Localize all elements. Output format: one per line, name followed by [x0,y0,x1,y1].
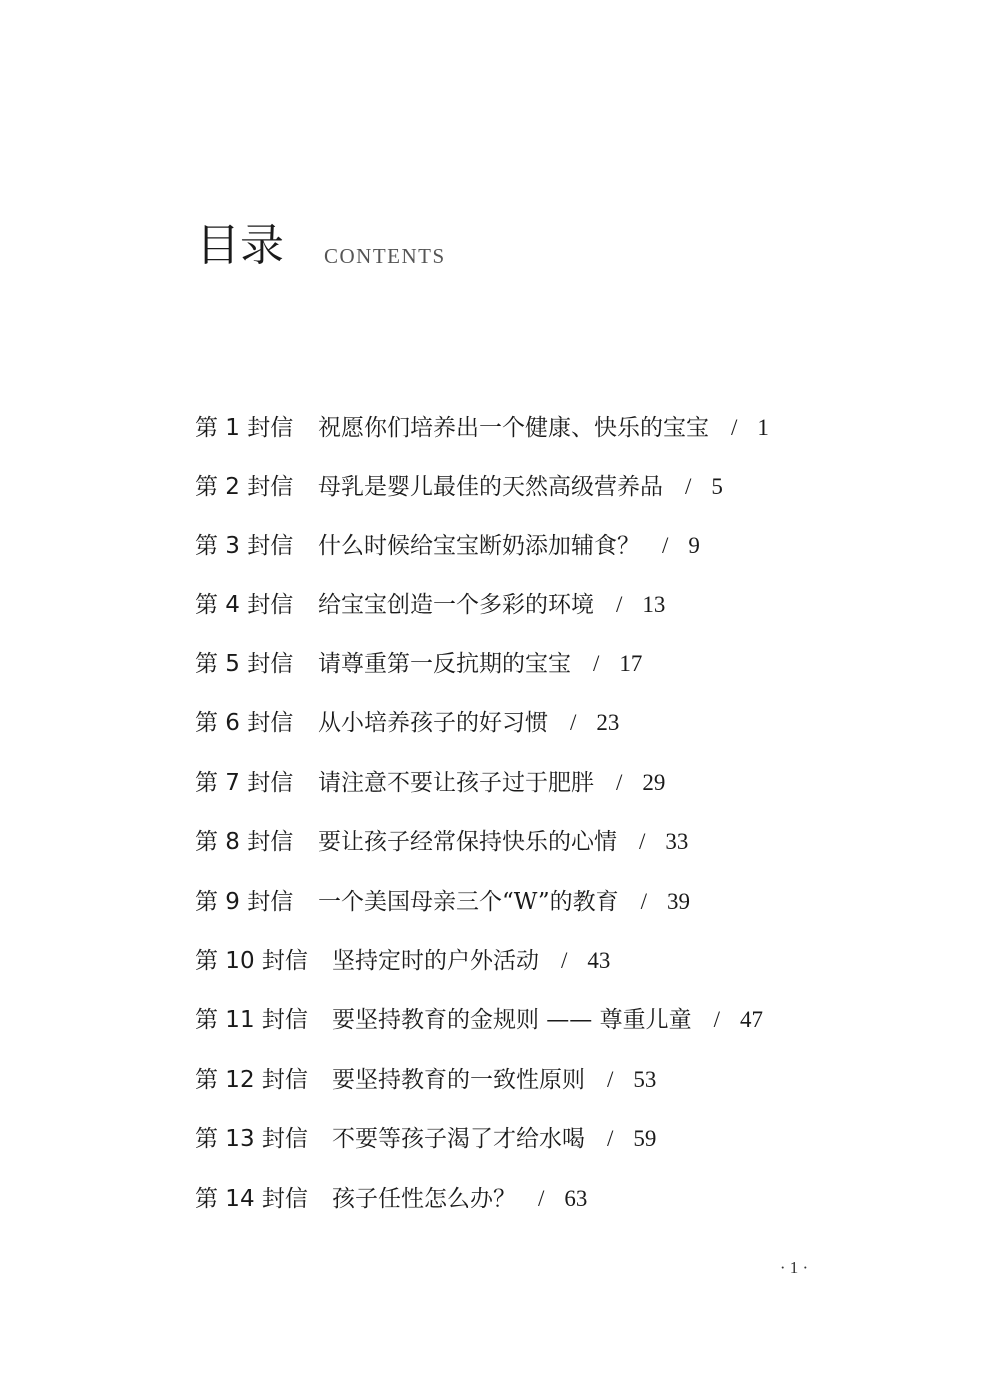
toc-entry-page: 9 [688,533,700,558]
toc-entry-separator: / [713,1007,721,1032]
toc-entry-label: 第 14 封信 [195,1186,308,1212]
toc-entry-page: 43 [587,948,611,973]
toc-entry-title: 孩子任性怎么办？ [332,1186,516,1212]
toc-entry-page: 5 [711,474,723,499]
toc-entry-separator: / [538,1186,545,1211]
toc-entry-page: 47 [740,1007,764,1032]
toc-entry-separator: / [685,474,692,499]
toc-entry-1[interactable] [195,408,769,448]
heading-title-cn: 目录 [196,220,284,271]
toc-entry-separator: / [662,533,669,558]
toc-entry-separator: / [607,1067,614,1092]
toc-entry-10[interactable] [195,941,610,981]
toc-entry-label: 第 13 封信 [195,1126,308,1152]
toc-entry-13[interactable] [195,1119,656,1159]
toc-entry-title: 请尊重第一反抗期的宝宝 [318,651,571,677]
toc-entry-label: 第 2 封信 [195,474,294,500]
toc-entry-page: 17 [619,651,643,676]
toc-entry-title: 要让孩子经常保持快乐的心情 [318,829,617,855]
toc-entry-label: 第 3 封信 [195,533,294,559]
toc-entry-title: 祝愿你们培养出一个健康、快乐的宝宝 [318,415,709,441]
toc-entry-label: 第 11 封信 [195,1007,308,1033]
toc-entry-page: 13 [642,592,666,617]
toc-entry-8[interactable] [195,822,688,862]
toc-entry-label: 第 5 封信 [195,651,294,677]
toc-entry-separator: / [593,651,600,676]
toc-entry-label: 第 12 封信 [195,1067,308,1093]
toc-entry-separator: / [607,1126,614,1151]
page-number: · 1 · [779,1258,809,1277]
toc-entry-title: 要坚持教育的金规则 —— 尊重儿童 [332,1007,692,1033]
toc-entry-title: 不要等孩子渴了才给水喝 [332,1126,585,1152]
toc-entry-title: 一个美国母亲三个“W”的教育 [318,889,619,915]
toc-entry-label: 第 8 封信 [195,829,294,855]
toc-entry-3[interactable] [195,526,700,566]
toc-entry-title: 什么时候给宝宝断奶添加辅食？ [318,533,640,559]
toc-entry-label: 第 4 封信 [195,592,294,618]
toc-entry-6[interactable] [195,703,619,743]
toc-entry-4[interactable] [195,585,665,625]
toc-entry-12[interactable] [195,1060,656,1100]
toc-entry-7[interactable] [195,763,665,803]
toc-entry-page: 29 [642,770,666,795]
toc-entry-page: 39 [666,889,690,914]
toc-entry-9[interactable] [195,882,690,922]
toc-entry-page: 1 [757,415,769,440]
toc-entry-page: 59 [633,1126,657,1151]
toc-entry-5[interactable] [195,644,642,684]
toc-entry-separator: / [616,770,623,795]
toc-entry-14[interactable] [195,1179,587,1219]
toc-entry-2[interactable] [195,467,723,507]
toc-entry-title: 要坚持教育的一致性原则 [332,1067,585,1093]
toc-entry-label: 第 7 封信 [195,770,294,796]
toc-entry-separator: / [731,415,738,440]
toc-entry-label: 第 9 封信 [195,889,294,915]
toc-entry-title: 给宝宝创造一个多彩的环境 [318,592,594,618]
toc-entry-label: 第 1 封信 [195,415,294,441]
toc-entry-title: 从小培养孩子的好习惯 [318,710,548,736]
toc-entry-11[interactable] [195,1000,763,1040]
heading-title-en: CONTENTS [324,244,446,268]
toc-entry-separator: / [561,948,568,973]
toc-entry-label: 第 10 封信 [195,948,308,974]
toc-entry-page: 63 [564,1186,588,1211]
toc-entry-separator: / [570,710,577,735]
toc-entry-title: 坚持定时的户外活动 [332,948,539,974]
toc-entry-separator: / [616,592,623,617]
toc-entry-title: 母乳是婴儿最佳的天然高级营养品 [318,474,663,500]
toc-entry-page: 33 [665,829,689,854]
toc-entry-separator: / [640,889,647,914]
toc-entry-label: 第 6 封信 [195,710,294,736]
toc-entry-separator: / [639,829,646,854]
toc-entry-page: 23 [596,710,620,735]
toc-entry-title: 请注意不要让孩子过于肥胖 [318,770,594,796]
toc-entry-page: 53 [633,1067,657,1092]
